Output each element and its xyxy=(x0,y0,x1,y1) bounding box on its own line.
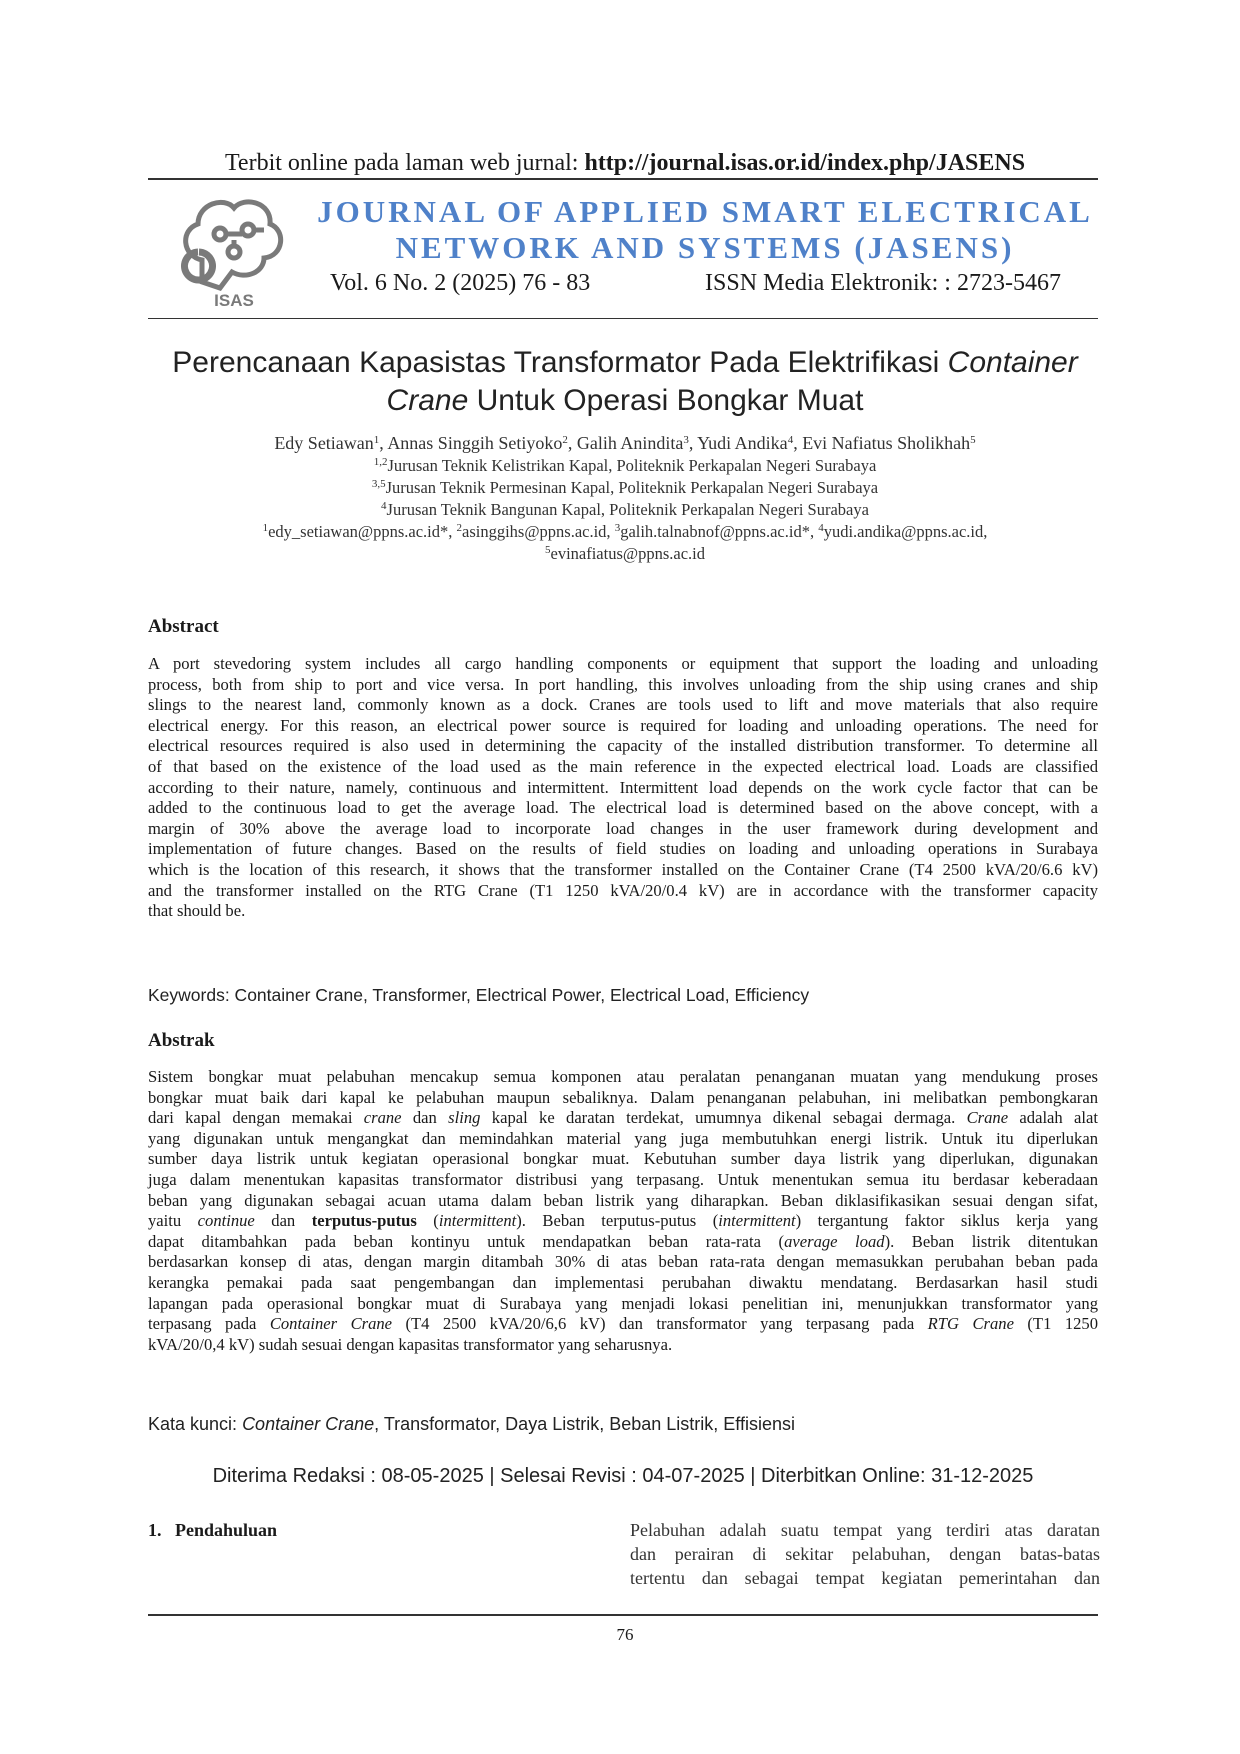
abstrak-body xyxy=(148,1067,1098,1355)
footer-divider xyxy=(148,1614,1098,1616)
journal-url-line xyxy=(202,150,1048,177)
journal-url[interactable]: http://journal.isas.or.id/index.php/JASENS xyxy=(584,150,1026,176)
title-text-1: Perencanaan Kapasistas Transformator Pada Elektrifikasi xyxy=(172,346,948,379)
abstract-line: of that based on the existence of the load used as the main reference in the expected electrical load. Loads are classified xyxy=(148,756,1098,776)
abstrak-line: berdasarkan konsep di atas, dengan margin ditambah 30% di atas beban rata-rata dengan memasukkan perubahan beban pada xyxy=(148,1252,1098,1272)
author-sup: 4 xyxy=(787,434,794,446)
intro-line: tertentu dan sebagai tempat kegiatan pemerintahan dan xyxy=(630,1568,1100,1588)
affiliation xyxy=(150,500,1100,520)
abstract-line: and the transformer installed on the RTG Crane (T1 1250 kVA/20/0.4 kV) are in accordance with the transformer capacity xyxy=(148,880,1098,900)
author-name: Galih Anindita xyxy=(576,433,684,453)
keywords: Keywords: Container Crane, Transformer, Electrical Power, Electrical Load, Efficiency xyxy=(148,985,810,1005)
abstrak-line: juga dalam menentukan kapasitas transformator distribusi yang terpasang. Untuk menentukan semua itu berdasar keberadaan xyxy=(148,1169,1098,1189)
author-sup: 3 xyxy=(683,434,689,446)
abstract-line: which is the location of this research, it shows that the transformer installed on the Container Crane (T4 2500 kVA/20/6.6 kV) xyxy=(148,859,1098,879)
abstrak-line: terpasang pada Container Crane (T4 2500 kVA/20/6,6 kV) dan transformator yang terpasang pada RTG Crane (T1 1250 xyxy=(148,1314,1099,1334)
email-sup: 1 xyxy=(262,522,269,534)
kata-kunci xyxy=(148,1414,795,1435)
abstrak-line: Sistem bongkar muat pelabuhan mencakup semua komponen atau peralatan penanganan muatan yang mendukung proses xyxy=(148,1067,1098,1086)
email-1[interactable]: edy_setiawan@ppns.ac.id*, xyxy=(268,522,457,541)
author-name: Edy Setiawan xyxy=(274,433,374,453)
affiliation-sup: 4 xyxy=(381,500,387,512)
abstract-line: electrical resources required is also used in determining the capacity of the installed distribution transformer. To determine all xyxy=(148,736,1098,756)
section-heading-introduction: 1. Pendahuluan xyxy=(148,1520,278,1540)
abstrak-line: bongkar muat baik dari kapal ke pelabuhan maupun sebaliknya. Dalam penanganan pelabuhan, ini melibatkan pembongkaran xyxy=(148,1087,1098,1107)
email-list-2 xyxy=(150,544,1100,564)
abstrak-line: dapat ditambahkan pada beban kontinyu untuk mendapatkan beban rata-rata (average load). Beban listrik ditentukan xyxy=(148,1231,1099,1251)
affiliation-text: Jurusan Teknik Bangunan Kapal, Politeknik Perkapalan Negeri Surabaya xyxy=(386,500,869,519)
abstract-line: A port stevedoring system includes all cargo handling components or equipment that support the loading and unloading xyxy=(148,654,1098,673)
email-3[interactable]: galih.talnabnof@ppns.ac.id*, xyxy=(620,522,819,541)
journal-title-line-2: NETWORK AND SYSTEMS (JASENS) xyxy=(395,230,1015,265)
introduction-text xyxy=(630,1518,1100,1590)
header-divider-bottom xyxy=(148,318,1098,319)
author-name: Evi Nafiatus Sholikhah xyxy=(802,433,971,453)
isas-logo xyxy=(172,190,292,312)
intro-line: dan perairan di sekitar pelabuhan, dengan batas-batas xyxy=(630,1544,1100,1564)
author-sup: 1 xyxy=(373,434,380,446)
abstrak-line: beban yang digunakan sebagai acuan utama dalam beban listrik yang diharapkan. Beban diklasifikasikan sesuai dengan sifat, xyxy=(148,1190,1098,1210)
email-sup: 2 xyxy=(456,522,462,534)
author-name: Yudi Andika xyxy=(697,433,788,453)
abstrak-line: sumber daya listrik untuk kegiatan operasional bongkar muat. Kebutuhan sumber daya listrik yang diperlukan, digunakan xyxy=(148,1149,1098,1169)
author-name: Annas Singgih Setiyoko xyxy=(387,433,563,453)
abstrak-line: yaitu continue dan terputus-putus (intermittent). Beban terputus-putus (intermittent) tergantung faktor siklus kerja yang xyxy=(148,1211,1098,1231)
abstract-heading: Abstract xyxy=(148,616,219,637)
affiliation xyxy=(150,478,1100,498)
email-list xyxy=(150,522,1100,542)
page-number: 76 xyxy=(616,1625,634,1644)
abstract-line: process, both from ship to port and vice versa. In port handling, this involves unloading from the ship using cranes and ship xyxy=(148,674,1098,694)
email-2[interactable]: asinggihs@ppns.ac.id, xyxy=(462,522,615,541)
kata-kunci-rest: , Transformator, Daya Listrik, Beban Listrik, Effisiensi xyxy=(374,1414,795,1434)
header-divider-top xyxy=(148,178,1098,180)
abstract-line: that should be. xyxy=(148,901,246,921)
kata-kunci-label: Kata kunci: xyxy=(148,1414,243,1434)
publication-dates: Diterima Redaksi : 08-05-2025 | Selesai Revisi : 04-07-2025 | Diterbitkan Online: 31-12-2025 xyxy=(212,1465,1034,1487)
issn-info: ISSN Media Elektronik: : 2723-5467 xyxy=(705,270,1061,296)
abstract-line: added to the continuous load to get the average load. The electrical load is determined based on the above concept, with a xyxy=(148,798,1098,818)
abstract-line: implementation of future changes. Based on the results of field studies on loading and unloading operations in Surabaya xyxy=(148,839,1098,859)
abstract-line: margin of 30% above the average load to incorporate load changes in the user framework during development and xyxy=(148,818,1098,838)
kata-kunci-italic: Container Crane xyxy=(242,1414,375,1434)
author-sup: 2 xyxy=(562,434,568,446)
email-5[interactable]: evinafiatus@ppns.ac.id xyxy=(550,544,705,563)
intro-line: Pelabuhan adalah suatu tempat yang terdiri atas daratan xyxy=(630,1520,1100,1540)
author-list: Edy Setiawan$^1$, Annas Singgih Setiyoko$^2$, Galih Anindita$^3$, Yudi Andika$^4$, Evi Nafiatus Sholikhah$^5$ xyxy=(274,433,976,453)
title-text-2: Untuk Operasi Bongkar Muat xyxy=(468,384,864,417)
author-sup: 5 xyxy=(970,434,976,446)
email-sup: 4 xyxy=(818,522,824,534)
affiliation-text: Jurusan Teknik Permesinan Kapal, Politeknik Perkapalan Negeri Surabaya xyxy=(385,478,879,497)
email-sup: 5 xyxy=(545,544,551,556)
affiliation-sup: 1,2 xyxy=(373,456,388,468)
affiliation-sup: 3,5 xyxy=(371,478,386,490)
journal-title xyxy=(310,194,1100,266)
title-italic-1: Container xyxy=(947,346,1078,379)
volume-info: Vol. 6 No. 2 (2025) 76 - 83 xyxy=(330,270,591,296)
abstrak-line: yang digunakan untuk mengangkat dan memindahkan material yang juga membutuhkan energi listrik. Untuk itu diperlukan xyxy=(148,1128,1098,1148)
logo-text: ISAS xyxy=(214,291,254,310)
abstrak-line: dari kapal dengan memakai crane dan sling kapal ke daratan terdekat, umumnya dikenal sebagai dermaga. Crane adalah alat xyxy=(148,1108,1098,1128)
abstrak-heading: Abstrak xyxy=(148,1030,215,1051)
affiliation xyxy=(150,456,1100,476)
abstract-line: slings to the nearest land, commonly known as a dock. Cranes are tools used to lift and move materials that also require xyxy=(148,695,1098,715)
journal-title-line-1: JOURNAL OF APPLIED SMART ELECTRICAL xyxy=(317,194,1093,229)
abstract-body xyxy=(148,654,1098,922)
abstract-line: electrical energy. For this reason, an electrical power source is required for loading and unloading operations. The need for xyxy=(148,715,1098,735)
abstrak-line: kVA/20/0,4 kV) sudah sesuai dengan kapasitas transformator yang seharusnya. xyxy=(148,1334,673,1354)
abstract-line: according to their nature, namely, continuous and intermittent. Intermittent load depends on the work cycle factor that can be xyxy=(148,777,1098,797)
email-sup: 3 xyxy=(614,522,621,534)
title-italic-2: Crane xyxy=(386,384,469,417)
affiliation-text: Jurusan Teknik Kelistrikan Kapal, Politeknik Perkapalan Negeri Surabaya xyxy=(387,456,877,475)
url-prefix: Terbit online pada laman web jurnal: xyxy=(224,150,585,176)
abstrak-line: lapangan pada operasional bongkar muat di Surabaya yang menjadi lokasi penelitian ini, menunjukkan transformator yang xyxy=(148,1293,1098,1313)
paper-title xyxy=(150,344,1100,420)
abstrak-line: kerangka pemakai pada saat pengembangan dan implementasi perubahan diwaktu mendatang. Berdasarkan hasil studi xyxy=(148,1272,1098,1292)
email-4[interactable]: yudi.andika@ppns.ac.id, xyxy=(823,522,988,541)
